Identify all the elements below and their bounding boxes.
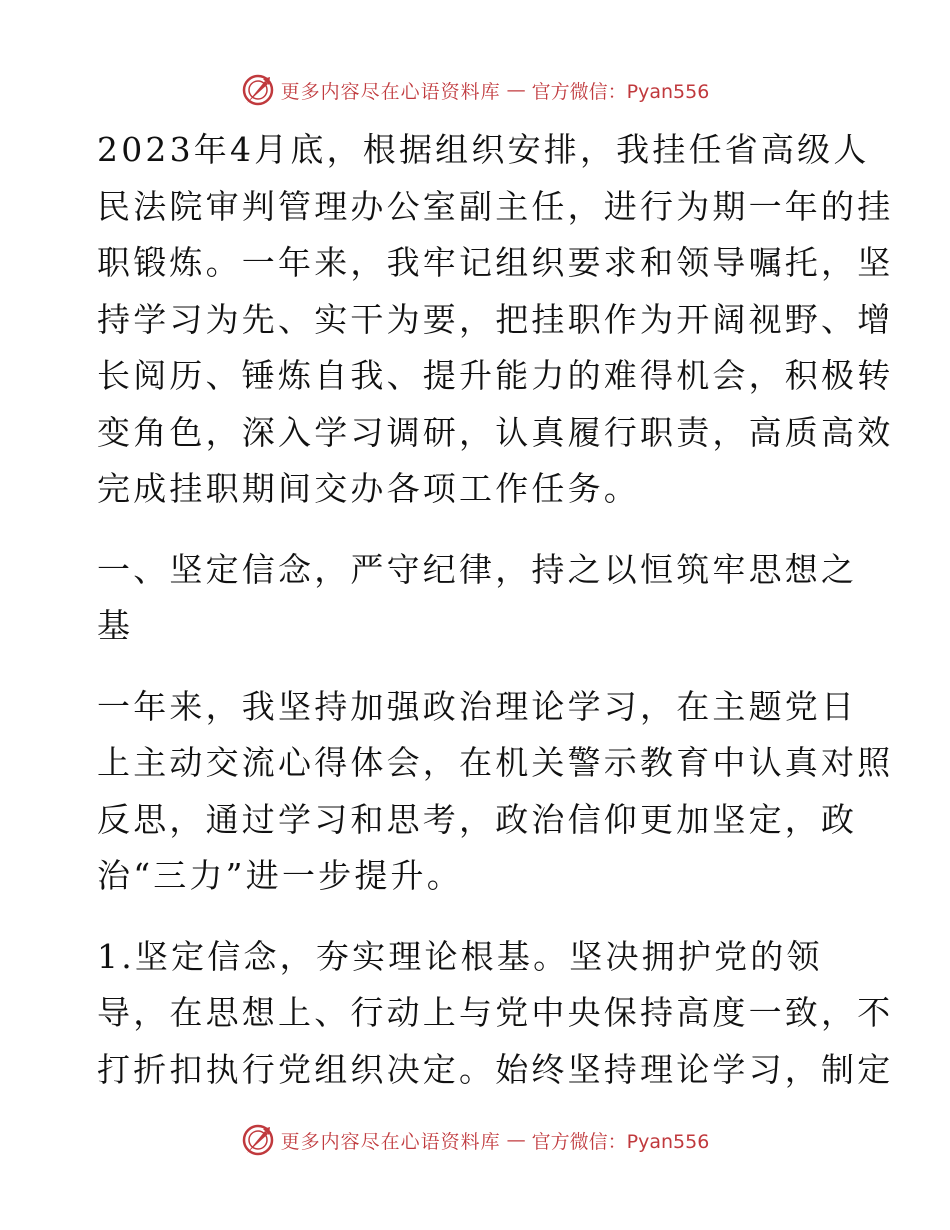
header-watermark (0, 70, 950, 110)
section-1-paragraph (97, 679, 894, 905)
document-body (97, 122, 894, 1122)
watermark-dash: — (506, 1129, 526, 1151)
watermark-text: 更多内容尽在心语资料库 (280, 1130, 501, 1153)
text-line: 一年来，我坚持加强政治理论学习，在主题党日 (97, 686, 858, 726)
text-line: 1.坚定信念，夯实理论根基。坚决拥护党的领 (97, 936, 823, 976)
section-heading-1 (97, 542, 857, 655)
text-line: 一、坚定信念，严守纪律，持之以恒筑牢思想之 (97, 549, 858, 589)
text-line: 长阅历、锤炼自我、提升能力的难得机会，积极转 (97, 356, 894, 395)
text-line: 持学习为先、实干为要，把挂职作为开阔视野、增 (97, 299, 894, 339)
text-line: 打折扣执行党组织决定。始终坚持理论学习，制定 (97, 1049, 894, 1089)
text-line: 上主动交流心得体会，在机关警示教育中认真对照 (97, 743, 894, 782)
footer-watermark (0, 1120, 950, 1160)
text-line: 导，在思想上、行动上与党中央保持高度一致，不 (97, 993, 894, 1032)
intro-paragraph (97, 122, 894, 518)
text-line: 民法院审判管理办公室副主任，进行为期一年的挂 (97, 186, 894, 226)
text-line: 完成挂职期间交办各项工作任务。 (97, 469, 640, 508)
watermark-text: 更多内容尽在心语资料库 (280, 80, 501, 103)
watermark-wechat: 官方微信：Pyan556 (531, 80, 710, 103)
watermark-dash: — (506, 79, 526, 101)
quill-logo-icon (241, 1123, 275, 1157)
text-line: 基 (97, 606, 134, 645)
quill-logo-icon (241, 73, 275, 107)
text-line: 反思，通过学习和思考，政治信仰更加坚定，政 (97, 799, 858, 839)
subsection-1-paragraph (97, 929, 894, 1099)
text-line: 职锻炼。一年来，我牢记组织要求和领导嘱托，坚 (97, 243, 894, 282)
watermark-wechat: 官方微信：Pyan556 (531, 1130, 710, 1153)
text-line: 2023年4月底，根据组织安排，我挂任省高级人 (97, 130, 870, 169)
text-line: 治“三力”进一步提升。 (97, 856, 463, 895)
text-line: 变角色，深入学习调研，认真履行职责，高质高效 (97, 412, 894, 452)
